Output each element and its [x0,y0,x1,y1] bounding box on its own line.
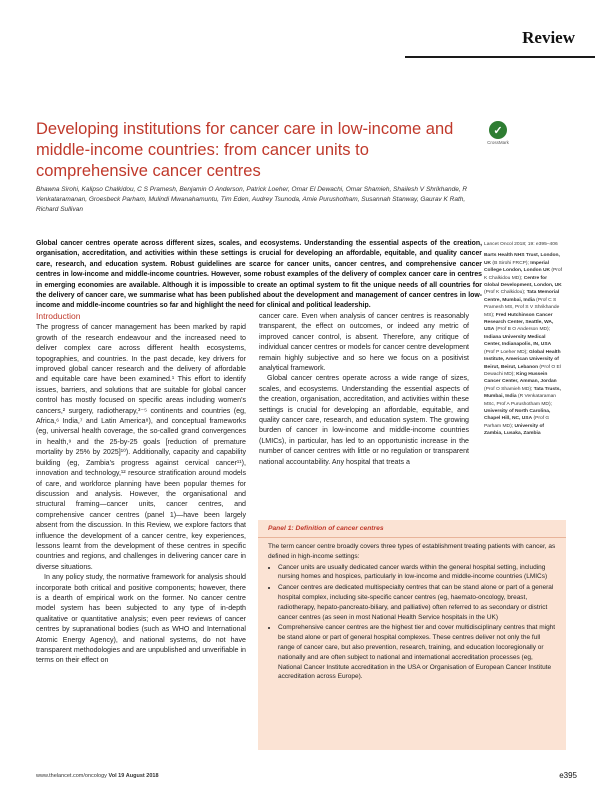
affiliation-people: (Prof B O Anderson MD); [494,327,551,333]
panel-list-item: • Cancer units are usually dedicated cancer wards within the general hospital setting, including nursing homes and hospices, particularly in low-income and middle-income countries (LMICs) [278,563,556,583]
abstract: Global cancer centres operate across different sizes, scales, and ecosystems. Understanding the essential aspects of the creation, organisation, accreditation, and activities within these settings is crucial for developing an affordable, equitable, and quality cancer care, research, and education system. Robust guidelines are scarce for cancer units, cancer centres, and comprehensive cancer centres in low-income and middle-income countries. However, some robust examples of the delivery of complex cancer care in centres in emerging economies are available. Although it is impossible to create an optimal system to fit the unique needs of all countries for the delivery of cancer care, we summarise what has been published about the development and management of cancer centres in low-income and middle-income countries so far and highlight the need for clinical and political leadership. [36,240,482,310]
section-heading-introduction: Introduction [36,311,81,321]
journal-volume: Vol 19 [108,773,125,779]
affiliation-name: Global Health Institute, American University of Beirut, Beirut, Lebanon [484,349,561,370]
affiliation-name: University of Zambia, Lusaka, Zambia [484,423,545,437]
affiliation-name: Imperial College London, London UK [484,260,551,274]
affiliation-name: Barts Health NHS Trust, London, UK [484,253,560,266]
article-title: Developing institutions for cancer care in low-income and middle-income countries: from cancer units to comprehensive cancer centres [36,120,454,180]
author-list: Bhawna Sirohi, Kalipso Chalkidou, C S Pramesh, Benjamin O Anderson, Patrick Loeher, Omar El Dewachi, Omar Shamieh, Shailesh V Shrikhande, R Venkataramanan, Groesbeck Parham, Mulindi Mwanahamuntu, Tim Eden, Audrey Tsunoda, Amie Purushotham, Susannah Stanway, Gaurav K Rath, Richard Sullivan [36,186,468,213]
affiliation-people: (Prof C S Pramesh MS, Prof S V Shrikhande MS); [484,297,560,318]
affiliation-people: (R Venkataraman MSc, Prof A Purushotham MD); [484,394,557,407]
body-paragraph: The progress of cancer management has been marked by rapid growth of the research endeavour and the increased need to deliver complex care across different health ecosystems, topographies, and countries. In the past decade, key drivers for improved global cancer research and the delivery of affordable and equitable care have been examined.¹ This effort to identify issues, barriers, and solutions that are suitable for global cancer control has mostly focused on specific areas including women's cancers,² surgery, radiotherapy,³⁻⁵ continents and countries (eg, Africa,⁶ India,⁷ and Latin America⁸), and conceptual frameworks (eg, universal health coverage, the so-called grand convergences in health,⁹ and the 25-by-25 goals [reduction of premature mortality by 25% by 2025]¹⁰). Additionally, capacity and capability building (eg, Zambia's progress against cervical cancer¹¹), innovation and technology,¹² resource stratification around models of care, and workforce planning have been popular themes for discussion and analysis. However, the organisational and structural framing—cancer units, cancer centres, and comprehensive cancer centres (panel 1)—have been largely absent from the discussion. In this Review, we explore factors that influence the development of a cancer centre, key experiences, lessons learnt from the development of these centres in specific countries and regions, and challenges in delivering cancer care in diverse situations. [36,323,246,571]
affiliation-people: (Prof O El Dewachi MD); [484,364,561,377]
header-rule [405,56,595,58]
panel-heading: Panel 1: Definition of cancer centres [258,520,566,538]
body-paragraph: In any policy study, the normative framework for analysis should incorporate both critical and positive components; however, there is a dearth of empirical work on the former. No cancer centre model system has been subjected to any type of in-depth qualitative or quantitative analysis; even peer reviews of cancer centres by supranational bodies (such as WHO and International Atomic Energy Agency), and national systems, do not have transparent methodologies and are unpublished and unverifiable in terms on their effect on [36,573,246,665]
crossmark-label: CrossMark [487,140,509,145]
affiliation-name: Indiana University Medical Center, Indianapolis, IN, USA [484,334,552,348]
affiliation-people: (Prof P Loeher MD); [484,349,528,355]
body-column-middle [259,311,469,467]
page-number: e395 [559,771,577,780]
affiliation-people: (Prof G Parham MD); [484,416,550,429]
panel-intro: The term cancer centre broadly covers three types of establishment treating patients with cancer, as defined in high-income settings: [268,543,556,560]
affiliation-name: University of North Carolina, Chapel Hill, NC, USA [484,408,551,422]
panel-list [268,563,556,683]
journal-issue: August 2018 [125,773,159,779]
affiliation-name: Tata Memorial Centre, Mumbai, India [484,290,560,303]
body-paragraph: cancer care. Even when analysis of cancer centres is reasonably transparent, the effect on outcomes, or indeed any metric of improved cancer control, is absent. Therefore, any critique of individual cancer centres or models for cancer centre development remain highly subjective and so here we focus on a positivist analytical framework. [259,312,469,373]
affiliation-name: King Hussein Cancer Center, Amman, Jordan [484,371,557,385]
panel-list-item: • Cancer centres are dedicated multispecialty centres that can be stand alone or part of a general hospital complex, including site-specific cancer centres (eg, haemato-oncology, breast, radiotherapy, hepato-pancreato-biliary, and palliative) often referred to as secondary or district cancer centres (as seen in most National Health Service hospitals in the UK) [278,583,556,622]
affiliation-people: (Prof K Chalkidou MD); [484,268,562,281]
body-paragraph: Global cancer centres operate across a wide range of sizes, scales, and ecosystems. Understanding the essential aspects of the creation, organisation, accreditation, and activities within these settings is crucial for developing an affordable, equitable, and quality cancer care, research, and education system. The growing burden of cancer in low-income and middle-income countries (LMICs), in particular, has led to an opportunistic increase in the number of cancer centres with little or no regulation or transparent national accountability. Any hospital that treats a [259,374,469,466]
affiliation-name: Centre for Global Development, London, UK [484,275,562,289]
crossmark-icon: ✓ [489,121,507,139]
affiliation-people: (Prof K Chalkidou); [484,290,526,296]
panel-list-item: • Comprehensive cancer centres are the highest tier and cover multidisciplinary centres that might be stand alone or part of general hospital complexes. These centres deliver not only the full range of cancer care, but also prevention, research, training, and education locoregionally or nationally and are often subject to national and international accreditation processes (eg, National Cancer Institute accreditation in the USA or Organisation of European Cancer Institute accreditation across Europe). [278,623,556,682]
affiliation-people: (Prof O Shamieh MD); [484,386,533,392]
journal-url[interactable]: www.thelancet.com/oncology [36,773,107,779]
affiliation-entry [484,313,553,333]
crossmark-badge[interactable] [484,121,512,145]
footer-journal [36,773,159,779]
section-label: Review [522,28,575,47]
citation: Lancet Oncol 2018; 19: e395–406 [484,242,558,247]
definition-panel [258,520,566,750]
affiliation-list [484,252,562,437]
affiliation-name: Fred Hutchinson Cancer Research Center, Seattle, WA, USA [484,312,554,333]
affiliation-name: Tata Trusts, Mumbai, India [484,386,561,400]
body-column-left [36,311,246,666]
affiliations-sidebar [484,241,562,438]
affiliation-people: (B Sirohi FRCP); [491,260,529,266]
panel-body [258,538,566,687]
